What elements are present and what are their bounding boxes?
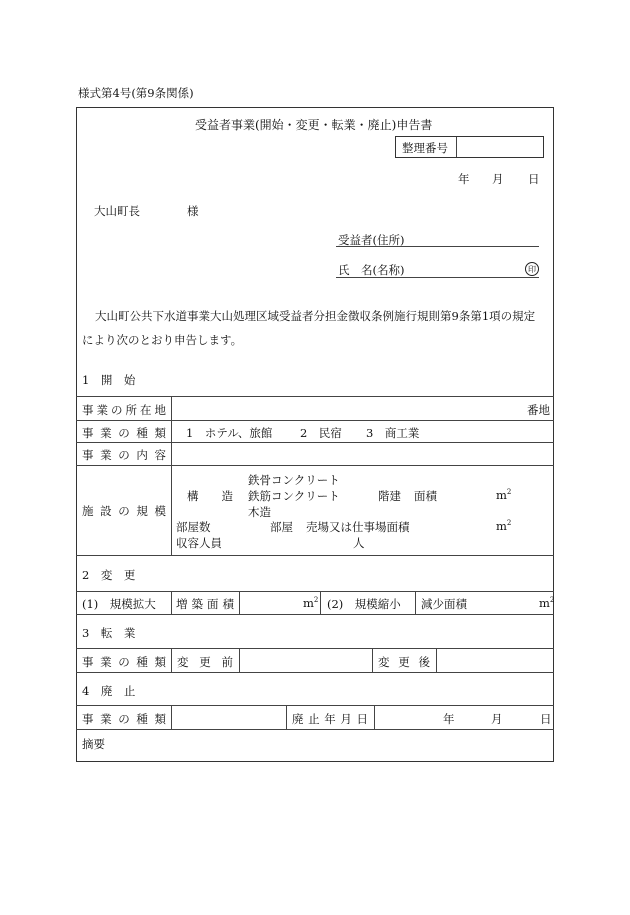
kaidate-label: 階建 <box>378 489 401 503</box>
gen-label: 減少面積 <box>421 597 467 611</box>
before-label: 変 更 前 <box>177 655 233 669</box>
business-type-label: 事 業 の 種 類 <box>82 426 166 440</box>
type-option-minshuku[interactable]: 2 民宿 <box>300 426 342 440</box>
facility-scale-label: 施 設 の 規 模 <box>82 504 166 518</box>
heya-unit: 部屋 <box>270 520 293 534</box>
applicant-address-label: 受益者(住所) <box>338 233 405 247</box>
section-henkou: 2 変 更 <box>82 568 136 582</box>
shuyou-label: 収容人員 <box>176 536 222 550</box>
nin-unit: 人 <box>353 536 365 550</box>
section-tengyo: 3 転 業 <box>82 626 136 640</box>
seiri-bango-field[interactable] <box>458 137 542 157</box>
haishi-date-label: 廃 止 年 月 日 <box>292 712 368 726</box>
haishi-month: 月 <box>491 712 503 726</box>
section-haishi: 4 廃 止 <box>82 684 136 698</box>
tekiyo-field[interactable] <box>120 731 552 760</box>
expand-label: (1) 規模拡大 <box>82 597 156 611</box>
heyasu-label: 部屋数 <box>176 520 211 534</box>
menseki-label: 面積 <box>414 489 437 503</box>
banchi-label: 番地 <box>527 403 550 417</box>
uriba-unit: $m^2$ <box>496 519 512 533</box>
after-label: 変 更 後 <box>378 655 430 669</box>
addressee-honorific: 様 <box>187 204 199 218</box>
seal-mark: 印 <box>525 262 539 276</box>
applicant-name-label: 氏 名(名称) <box>338 263 405 277</box>
haishi-type-label: 事 業 の 種 類 <box>82 712 166 726</box>
after-field[interactable] <box>438 649 553 671</box>
structure-steel[interactable]: 鉄骨コンクリート <box>248 473 340 487</box>
addressee-name: 大山町長 <box>94 204 140 218</box>
date-year-label: 年 <box>458 172 470 186</box>
haishi-type-field[interactable] <box>173 706 285 728</box>
zou-label: 増 築 面 積 <box>176 597 234 611</box>
business-content-field[interactable] <box>173 443 553 464</box>
date-day-label: 日 <box>528 172 540 186</box>
menseki-unit: $m^2$ <box>496 488 512 502</box>
type-option-hotel[interactable]: 1 ホテル、旅館 <box>186 426 273 440</box>
tengyo-type-label: 事 業 の 種 類 <box>82 655 166 669</box>
location-label: 事 業 の 所 在 地 <box>82 403 166 417</box>
body-text-line2: により次のとおり申告します。 <box>82 333 243 347</box>
seiri-bango-box <box>395 136 544 158</box>
type-option-shoukougyo[interactable]: 3 商工業 <box>366 426 420 440</box>
tekiyo-label: 摘要 <box>82 737 105 751</box>
seiri-bango-label: 整理番号 <box>402 141 448 155</box>
business-content-label: 事 業 の 内 容 <box>82 448 166 462</box>
applicant-name-line[interactable] <box>336 277 539 278</box>
shrink-label: (2) 規模縮小 <box>327 597 401 611</box>
date-month-label: 月 <box>492 172 504 186</box>
haishi-year: 年 <box>443 712 455 726</box>
section-kaishi: 1 開 始 <box>82 373 136 387</box>
structure-rc[interactable]: 鉄筋コンクリート <box>248 489 340 503</box>
uriba-label: 売場又は仕事場面積 <box>306 520 410 534</box>
body-text-line1: 大山町公共下水道事業大山処理区域受益者分担金徴収条例施行規則第9条第1項の規定 <box>95 309 536 323</box>
location-field[interactable] <box>173 397 523 419</box>
zou-unit: $m^2$ <box>303 596 319 610</box>
before-field[interactable] <box>241 649 371 671</box>
form-number: 様式第4号(第9条関係) <box>78 86 194 100</box>
kouzou-label: 構 造 <box>187 489 233 503</box>
gen-unit: $m^2$ <box>539 596 555 610</box>
form-title: 受益者事業(開始・変更・転業・廃止)申告書 <box>195 118 433 132</box>
applicant-address-line[interactable] <box>336 246 539 247</box>
structure-wood[interactable]: 木造 <box>248 505 271 519</box>
haishi-day: 日 <box>540 712 552 726</box>
